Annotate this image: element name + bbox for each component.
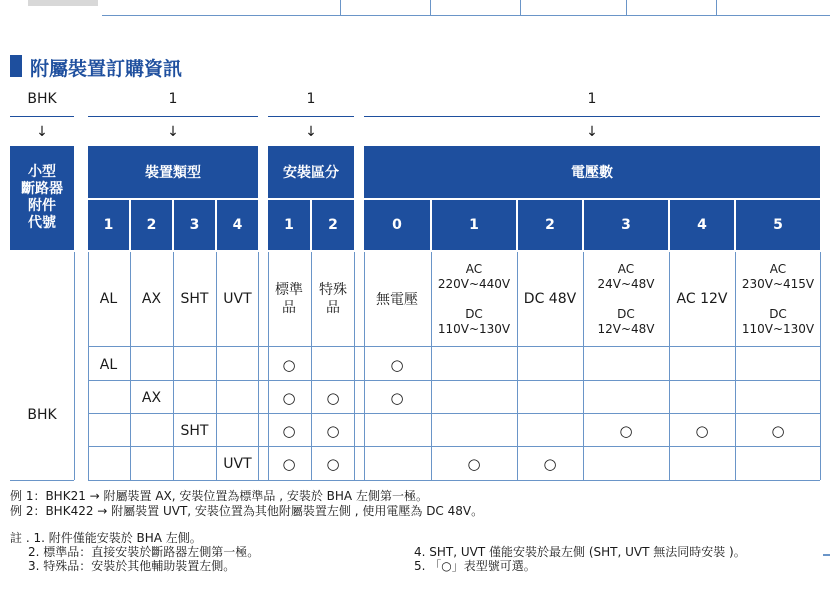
model-label: BHK bbox=[27, 407, 57, 423]
circle-mark: ○ bbox=[282, 355, 296, 374]
voltage-num-1: 1 bbox=[432, 200, 516, 250]
grid-line bbox=[130, 252, 131, 480]
arrow-model: ↓ bbox=[36, 124, 48, 140]
arrow-install: ↓ bbox=[305, 124, 317, 140]
grid-line bbox=[88, 413, 820, 414]
grid-line bbox=[669, 252, 670, 480]
circle-mark: ○ bbox=[543, 454, 557, 473]
grid-line bbox=[431, 252, 432, 480]
voltage-label-2: DC 48V bbox=[523, 291, 577, 307]
voltage-num-2: 2 bbox=[518, 200, 582, 250]
row-device-ax: AX bbox=[141, 389, 162, 406]
circle-mark: ○ bbox=[282, 454, 296, 473]
grid-line bbox=[88, 346, 820, 347]
section-title: 附屬裝置訂購資訊 bbox=[30, 58, 183, 80]
grid-line bbox=[88, 380, 820, 381]
arrow-device: ↓ bbox=[167, 124, 179, 140]
grid-line bbox=[88, 480, 820, 481]
row-device-sht: SHT bbox=[180, 422, 209, 439]
grid-line bbox=[88, 446, 820, 447]
grid-line bbox=[173, 252, 174, 480]
header-install: 安裝區分 bbox=[268, 146, 354, 198]
voltage-label-0: 無電壓 bbox=[376, 292, 418, 308]
note-4: 4. SHT, UVT 僅能安裝於最左側 (SHT, UVT 無法同時安裝 )。 bbox=[414, 545, 746, 559]
voltage-num-0: 0 bbox=[364, 200, 430, 250]
device-num-3: 3 bbox=[174, 200, 215, 250]
device-num-4: 4 bbox=[217, 200, 258, 250]
grid-line bbox=[364, 252, 365, 480]
grid-line bbox=[74, 252, 75, 480]
device-num-1: 1 bbox=[88, 200, 129, 250]
device-label-sht: SHT bbox=[180, 291, 209, 307]
grid-line bbox=[583, 252, 584, 480]
example-2: 例 2：BHK422 → 附屬裝置 UVT, 安裝位置為其他附屬裝置左側 , 使用電壓為 DC 48V。 bbox=[10, 504, 484, 518]
grid-line bbox=[10, 480, 74, 481]
section-marker bbox=[10, 55, 22, 77]
voltage-label-1: AC 220V~440V DC 110V~130V bbox=[437, 261, 511, 336]
circle-mark: ○ bbox=[771, 421, 785, 440]
device-label-ax: AX bbox=[141, 291, 162, 307]
note-1: 註 . 1. 附件僅能安裝於 BHA 左側。 bbox=[10, 531, 202, 545]
page-edge-mark bbox=[823, 554, 830, 556]
header-device-type: 裝置類型 bbox=[88, 146, 258, 198]
row-device-al: AL bbox=[99, 356, 118, 373]
voltage-label-5: AC 230V~415V DC 110V~130V bbox=[741, 261, 815, 336]
circle-mark: ○ bbox=[326, 421, 340, 440]
install-label-2: 特殊 品 bbox=[319, 282, 347, 316]
code-model: BHK bbox=[27, 91, 57, 107]
voltage-num-4: 4 bbox=[670, 200, 734, 250]
header-model-group-text: 小型 斷路器 附件 代號 bbox=[21, 164, 63, 231]
code-digit-1: 1 bbox=[168, 91, 178, 107]
note-2: 2. 標準品：直接安裝於斷路器左側第一極。 bbox=[28, 545, 260, 559]
circle-mark: ○ bbox=[619, 421, 633, 440]
row-device-uvt: UVT bbox=[223, 455, 252, 472]
note-5: 5. 「○」表型號可選。 bbox=[414, 559, 536, 573]
circle-mark: ○ bbox=[282, 421, 296, 440]
voltage-num-5: 5 bbox=[736, 200, 820, 250]
circle-mark: ○ bbox=[695, 421, 709, 440]
grid-line bbox=[88, 252, 89, 480]
install-num-1: 1 bbox=[268, 200, 310, 250]
code-digit-3: 1 bbox=[587, 91, 597, 107]
install-num-2: 2 bbox=[312, 200, 354, 250]
grid-line bbox=[517, 252, 518, 480]
grid-line bbox=[311, 252, 312, 480]
circle-mark: ○ bbox=[467, 454, 481, 473]
grid-line bbox=[258, 252, 259, 480]
arrow-voltage: ↓ bbox=[586, 124, 598, 140]
circle-mark: ○ bbox=[390, 388, 404, 407]
device-num-2: 2 bbox=[131, 200, 172, 250]
voltage-label-4: AC 12V bbox=[676, 291, 728, 307]
circle-mark: ○ bbox=[326, 454, 340, 473]
device-label-al: AL bbox=[99, 291, 118, 307]
voltage-label-3: AC 24V~48V DC 12V~48V bbox=[597, 261, 655, 336]
circle-mark: ○ bbox=[326, 388, 340, 407]
note-3: 3. 特殊品：安裝於其他輔助裝置左側。 bbox=[28, 559, 236, 573]
device-label-uvt: UVT bbox=[223, 291, 252, 307]
grid-line bbox=[354, 252, 355, 480]
header-model-group bbox=[10, 146, 74, 250]
code-digit-2: 1 bbox=[306, 91, 316, 107]
grid-line bbox=[735, 252, 736, 480]
voltage-num-3: 3 bbox=[584, 200, 668, 250]
grid-line bbox=[820, 252, 821, 480]
grid-line bbox=[268, 252, 269, 480]
example-1: 例 1：BHK21 → 附屬裝置 AX, 安裝位置為標準品 , 安裝於 BHA 左側第一極。 bbox=[10, 489, 428, 503]
circle-mark: ○ bbox=[282, 388, 296, 407]
install-label-1: 標準 品 bbox=[275, 282, 303, 316]
top-table-remnant bbox=[0, 0, 830, 20]
circle-mark: ○ bbox=[390, 355, 404, 374]
grid-line bbox=[216, 252, 217, 480]
header-voltage: 電壓數 bbox=[364, 146, 820, 198]
